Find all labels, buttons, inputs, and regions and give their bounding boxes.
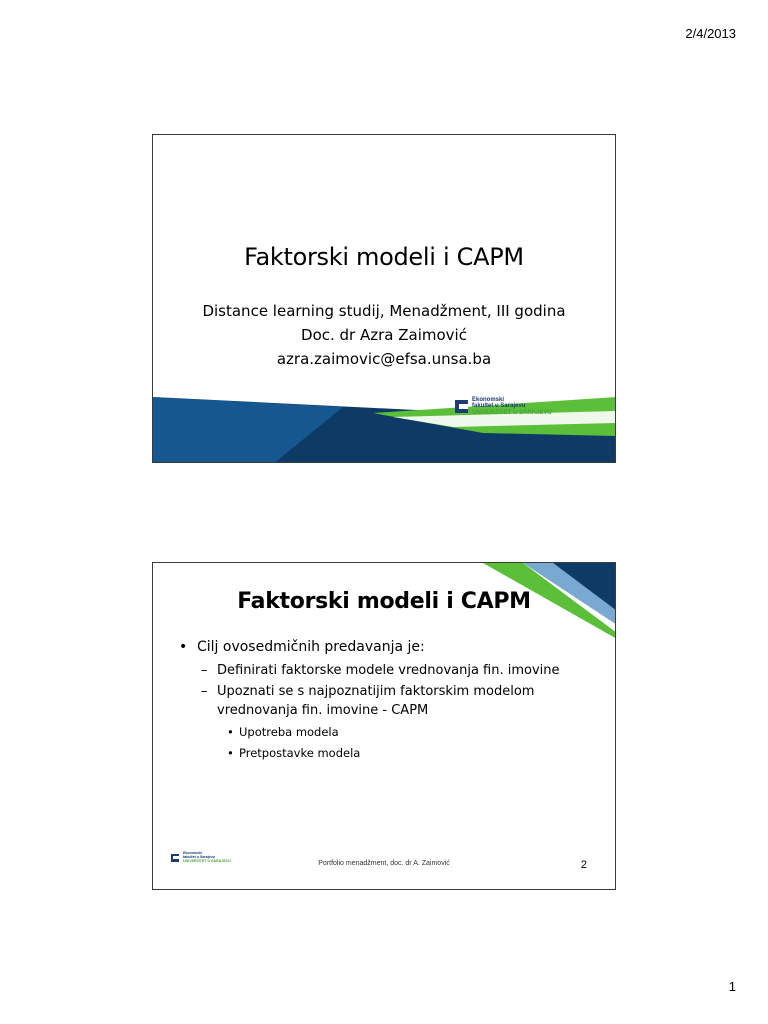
page-number: 1 [728,979,736,994]
list-item [179,745,560,762]
logo-line: fakultet u Sarajevu [183,854,215,859]
list-item-text: Upoznati se s najpoznatijim faktorskim modelom vrednovanja fin. imovine - CAPM [217,684,535,718]
dash-icon: – [201,663,208,678]
list-item-text: Pretpostavke modela [239,746,361,760]
slide-title: Faktorski modeli i CAPM [237,589,531,614]
slide-subtitle [153,299,615,371]
logo-line: UNIVERZITET U SARAJEVU [472,409,552,416]
logo-line: Ekonomski [183,851,203,855]
faculty-logo-mark-icon [455,400,468,413]
author-line: Doc. dr Azra Zaimović [301,326,467,344]
bullet-icon: • [227,725,234,739]
content-slide [152,562,616,890]
logo-line: fakultet u Sarajevu [472,403,526,410]
list-item-text: Definirati faktorske modele vrednovanja fin. imovine [217,663,560,678]
bullet-list [179,639,560,762]
page-date: 2/4/2013 [685,26,736,41]
list-item-text: Upotreba modela [239,725,339,739]
bullet-icon: • [179,639,188,655]
dash-icon: – [201,684,208,699]
email-line: azra.zaimovic@efsa.unsa.ba [276,350,492,368]
logo-line: UNIVERZITET U SARAJEVU [183,858,231,863]
slide-number: 2 [580,859,587,871]
slide-footer: Portfolio menadžment, doc. dr A. Zaimović [318,860,450,867]
course-line: Distance learning studij, Menadžment, III godina [202,302,566,320]
list-item-text: Cilj ovosedmičnih predavanja je: [197,639,425,655]
title-slide [152,134,616,463]
list-item [179,682,547,720]
slide-title: Faktorski modeli i CAPM [244,243,524,271]
list-item [179,661,560,680]
faculty-logo [455,397,552,416]
logo-line: Ekonomski [472,397,505,403]
list-item [179,724,560,741]
bullet-icon: • [227,746,234,760]
list-item [179,639,560,655]
